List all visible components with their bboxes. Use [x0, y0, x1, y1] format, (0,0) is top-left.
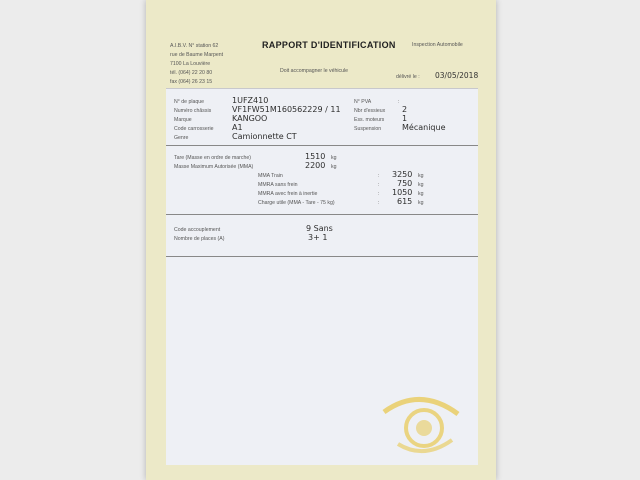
mma-train-value: 3250 — [392, 170, 413, 179]
mmra-braked-label: MMRA avec frein à inertie — [258, 191, 318, 197]
axles-label: Nbr d'essieux — [354, 108, 386, 114]
mma-unit: kg — [331, 164, 337, 170]
mmra-unbraked-label: MMRA sans frein — [258, 182, 298, 188]
coupling-code-value: 9 Sans — [306, 224, 333, 233]
motor-axles-label: Ess. moteurs — [354, 117, 385, 123]
mmra-braked-unit: kg — [418, 191, 424, 197]
document-subtitle: Inspection Automobile — [412, 42, 463, 48]
mma-label: Masse Maximum Autorisée (MMA) — [174, 164, 254, 170]
delivered-date: 03/05/2018 — [435, 71, 479, 80]
pva-value: : — [398, 99, 400, 105]
accompany-note: Doit accompagner le véhicule — [280, 68, 349, 74]
seats-value: 3+ 1 — [308, 233, 328, 242]
eye-logo-icon — [380, 390, 460, 456]
mmra-unbraked-colon: : — [378, 182, 380, 188]
inspection-document — [146, 0, 496, 480]
section-divider-1 — [166, 145, 478, 146]
mma-train-unit: kg — [418, 173, 424, 179]
payload-value: 615 — [397, 197, 413, 206]
suspension-label: Suspension — [354, 126, 382, 132]
mmra-braked-colon: : — [378, 191, 380, 197]
org-line-3: 7100 La Louvière — [170, 61, 211, 67]
body-code-value: A1 — [232, 123, 243, 132]
brand-value: KANGOO — [232, 114, 268, 123]
payload-unit: kg — [418, 200, 424, 206]
payload-label: Charge utile (MMA - Tare - 75 kg) — [258, 200, 335, 206]
section-divider-2 — [166, 214, 478, 215]
plate-label: N° de plaque — [174, 99, 205, 105]
mma-train-label: MMA Train — [258, 173, 283, 179]
mma-value: 2200 — [305, 161, 326, 170]
pva-label: N° PVA — [354, 99, 372, 105]
axles-value: 2 — [402, 105, 408, 114]
chassis-label: Numéro châssis — [174, 108, 212, 114]
org-line-1: A.I.B.V. N° station 62 — [170, 43, 219, 49]
document-title: RAPPORT D'IDENTIFICATION — [262, 40, 396, 50]
motor-axles-value: 1 — [402, 114, 408, 123]
org-line-2: rue de Baume Marpent — [170, 52, 224, 58]
mmra-unbraked-value: 750 — [397, 179, 413, 188]
genre-value: Camionnette CT — [232, 132, 297, 141]
brand-label: Marque — [174, 117, 192, 123]
delivered-label: délivré le : — [396, 74, 420, 80]
org-line-5: fax (064) 26 23 15 — [170, 79, 213, 85]
suspension-value: Mécanique — [402, 123, 446, 132]
body-code-label: Code carrosserie — [174, 126, 214, 132]
tare-label: Tare (Masse en ordre de marche) — [174, 155, 251, 161]
mmra-braked-value: 1050 — [392, 188, 413, 197]
chassis-value: VF1FW51M160562229 / 11 — [232, 105, 341, 114]
payload-colon: : — [378, 200, 380, 206]
mmra-unbraked-unit: kg — [418, 182, 424, 188]
plate-value: 1UFZ410 — [232, 96, 269, 105]
seats-label: Nombre de places (A) — [174, 236, 225, 242]
mma-train-colon: : — [378, 173, 380, 179]
tare-value: 1510 — [305, 152, 326, 161]
coupling-code-label: Code accouplement — [174, 227, 221, 233]
genre-label: Genre — [174, 135, 189, 141]
section-divider-3 — [166, 256, 478, 257]
tare-unit: kg — [331, 155, 337, 161]
org-line-4: tél. (064) 22 20 80 — [170, 70, 213, 76]
